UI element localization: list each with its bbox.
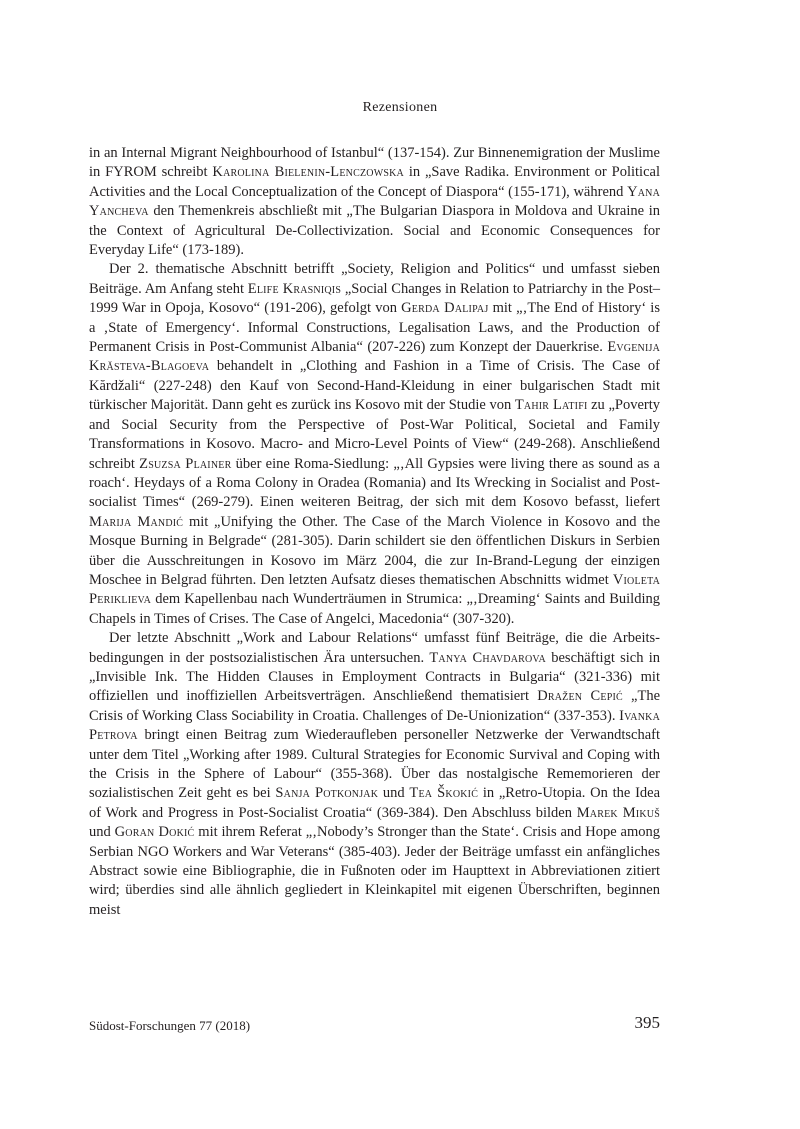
text-run: Der 2. thematische Abschnitt betrifft „Society, Religion and Politics“ und umfasst sieben Beiträge. Am Anfang steht [89, 261, 660, 297]
author-name: Ivanka Petrova [89, 707, 660, 744]
body-text [89, 144, 660, 920]
text-run: „The Crisis of Working Class Sociability in Croatia. Challenges of De-Unionization“ (337-353). [89, 688, 661, 724]
text-run: dem Kapellenbau nach Wunderträumen in Strumica: „‚Dreaming‘ Saints and Building Chapels in Times of Crises. The Case of Angelci, Macedonia“ (307-320). [89, 591, 660, 627]
author-name: Marek Mikuš [576, 804, 660, 821]
author-name: Yana Yancheva [89, 183, 660, 220]
paragraph [89, 260, 660, 629]
text-run: mit „Unifying the Other. The Case of the March Violence in Kosovo and the Mosque Burning in Belgrade“ (281-305). Darin schildert sie den öffentlichen Diskurs in Serbien über die Ausschreitungen in Kosovo im März 2004, die zur In-Brand-Legung der einzigen Moschee in Belgrad führten. Den letzten Aufsatz dieses thematischen Abschnitts widmet [89, 513, 661, 588]
text-run: in „Retro-Utopia. On the Idea of Work and Progress in Post-Socialist Croatia“ (369-384). Den Abschluss bilden [89, 785, 661, 821]
text-run: zu „Poverty and Social Security from the Perspective of Post-War Political, Societal and Family Transformations in Kosovo. Macro- and Micro-Level Points of View“ (249-268). Anschließend schreibt [89, 397, 660, 472]
page-number: 395 [634, 1013, 660, 1032]
author-name: Evgenija Krăsteva-Blagoeva [89, 339, 660, 375]
author-name: Tahir Latifi [514, 397, 588, 414]
author-name: Tanya Chavdarova [429, 649, 546, 666]
author-name: Marija Mandić [89, 513, 184, 530]
text-run: über eine Roma-Siedlung: „‚All Gypsies were living there as sound as a roach‘. Heydays of a Roma Colony in Oradea (Romania) and Its Wrecking in Socialist and Post-socialist Times“ (269-279). Einen weiteren Beitrag, der sich mit dem Kosovo befasst, liefert [89, 455, 660, 511]
text-run: in „Save Radika. Environment or Political Activities and the Local Conceptualization of the Concept of Diaspora“ (155-171), während [89, 164, 660, 200]
text-run: „Social Changes in Relation to Patriarchy in the Post–1999 War in Opoja, Kosovo“ (191-206), gefolgt von [89, 280, 660, 317]
author-name: Sanja Potkonjak [275, 785, 379, 802]
paragraph [89, 144, 660, 260]
text-run: Der letzte Abschnitt „Work and Labour Relations“ umfasst fünf Beiträge, die die Arbeitsbedingungen in der postsozialistischen Ära untersuchen. [89, 630, 660, 666]
author-name: Zsuzsa Plainer [139, 455, 232, 472]
text-run: und [378, 785, 410, 802]
paragraph [89, 629, 660, 920]
text-run: beschäftigt sich in „Invisible Ink. The Hidden Clauses in Employment Contracts in Bulgaria“ (321-336) mit offiziellen und inoffiziellen Arbeitsverträgen. Anschließend thematisiert [89, 649, 660, 705]
text-run: und [89, 824, 115, 841]
text-run: mit „‚The End of History‘ is a ‚State of Emergency‘. Informal Constructions, Legalisation Laws, and the Production of Permanent Crisis in Post-Communist Albania“ (207-226) zum Konzept der Dauerkrise. [89, 300, 660, 356]
text-run: den Themenkreis abschließt mit „The Bulgarian Diaspora in Moldova and Ukraine in the Context of Agricultural De-Collectivization. Social and Economic Consequences for Everyday Life“ (173-189). [89, 203, 660, 259]
author-name: Dražen Cepić [537, 688, 623, 705]
footer-journal: Südost-Forschungen 77 (2018) [89, 1018, 251, 1033]
running-head: Rezensionen [362, 100, 438, 115]
author-name: Gerda Dalipaj [401, 300, 489, 317]
author-name: Violeta Periklieva [89, 571, 660, 608]
author-name: Goran Dokić [114, 824, 195, 841]
author-name: Karolina Bielenin-Lenczowska [212, 164, 404, 181]
text-run: in an Internal Migrant Neighbourhood of Istanbul“ (137-154). Zur Binnenemigration der Muslime in FYROM schreibt [89, 145, 660, 181]
text-run: bringt einen Beitrag zum Wiederaufleben personeller Netzwerke der Verwandtschaft unter dem Titel „Working after 1989. Cultural Strategies for Economic Survival and Coping with the Crisis in the Sphere of Labour“ (355-368). Über das nostalgische Rememorieren der sozialistischen Zeit geht es bei [89, 727, 660, 802]
text-run: mit ihrem Referat „‚Nobody’s Stronger than the State‘. Crisis and Hope among Serbian NGO Workers and War Veterans“ (385-403). Jeder der Beiträge umfasst ein anfängliches Abstract sowie eine Bibliographie, die in Fußnoten oder im Haupttext in Abbreviationen zitiert wird; überdies sind alle ähnlich gegliedert in Kleinkapitel mit eigenen Überschriften, beginnen meist [89, 824, 661, 918]
author-name: Elife Krasniqis [247, 280, 342, 297]
text-run: behandelt in „Clothing and Fashion in a Time of Crisis. The Case of Kărdžali“ (227-248) den Kauf von Second-Hand-Kleidung in einer bulgarischen Stadt mit türkischer Majorität. Dann geht es zurück ins Kosovo mit der Studie von [89, 358, 660, 414]
author-name: Tea Škokić [409, 785, 479, 802]
